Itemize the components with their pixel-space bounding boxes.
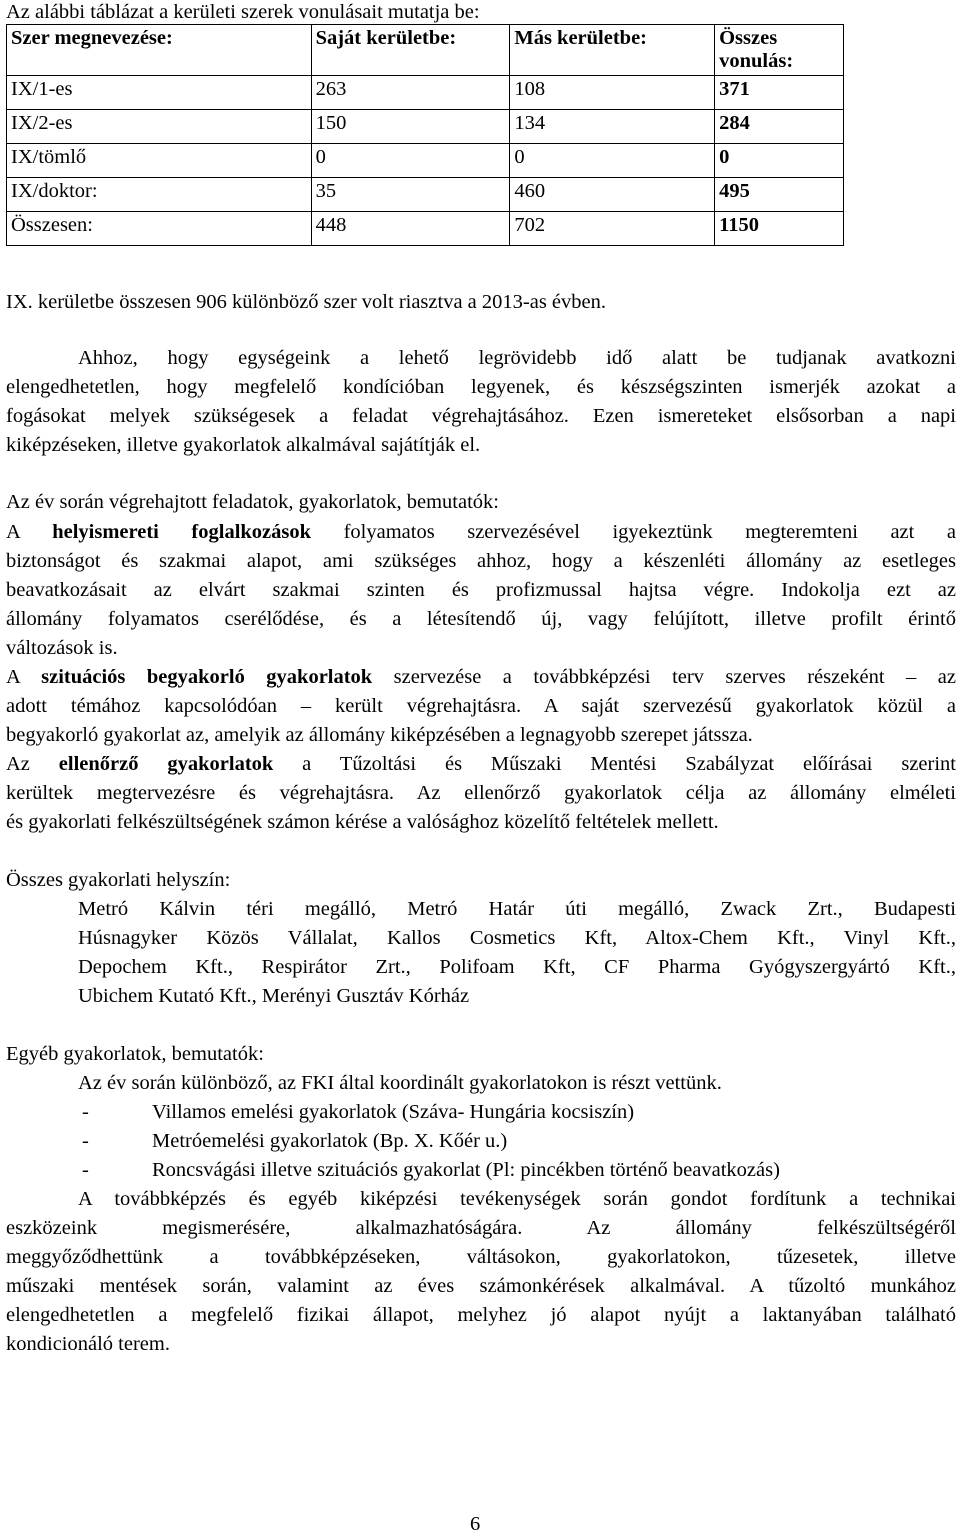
table-header-cell: Összes vonulás: xyxy=(715,25,844,76)
locations-line: Metró Kálvin téri megálló, Metró Határ úti megálló, Zwack Zrt., Budapesti xyxy=(78,898,956,920)
table-cell: 108 xyxy=(510,76,715,110)
para2-line: változások is. xyxy=(6,637,118,659)
locations-line: Depochem Kft., Respirátor Zrt., Polifoam Kft, CF Pharma Gyógyszergyártó Kft., xyxy=(78,956,956,978)
table-row xyxy=(7,178,844,212)
para5-line: műszaki mentések során, valamint az éves számonkérések alkalmával. A tűzoltó munkához xyxy=(6,1275,956,1297)
bold-term: szituációs begyakorló gyakorlatok xyxy=(41,666,373,688)
para3-line: begyakorló gyakorlat az, amelyik az állomány kiképzésében a legnagyobb szerepet játssza. xyxy=(6,724,753,746)
table-cell: 0 xyxy=(510,144,715,178)
text-run: folyamatos szervezésével igyekeztünk megteremteni azt a xyxy=(311,521,956,543)
table-cell: 460 xyxy=(510,178,715,212)
para1-line: Ahhoz, hogy egységeink a lehető legrövidebb idő alatt be tudjanak avatkozni xyxy=(78,347,956,369)
other-heading: Egyéb gyakorlatok, bemutatók: xyxy=(6,1043,264,1065)
table-row xyxy=(7,144,844,178)
para1-line: kiképzéseken, illetve gyakorlatok alkalmával sajátítják el. xyxy=(6,434,481,456)
para2-line: beavatkozásait az elvárt szakmai szinten és profizmussal hajtsa végre. Indokolja ezt az xyxy=(6,579,956,601)
table-cell: 35 xyxy=(311,178,510,212)
vehicle-runs-table xyxy=(6,24,844,246)
dash-bullet: - xyxy=(82,1130,89,1152)
para2-line: biztonságot és szakmai alapot, ami szükséges ahhoz, hogy a készenléti állomány az esetleges xyxy=(6,550,956,572)
table-cell: 1150 xyxy=(715,212,844,246)
para4-line xyxy=(6,750,956,779)
para5-line: kondicionáló terem. xyxy=(6,1333,170,1355)
text-run: szervezése a továbbképzési terv szerves részeként – az xyxy=(372,666,956,688)
table-cell: 284 xyxy=(715,110,844,144)
table-header-cell: Más kerületbe: xyxy=(510,25,715,76)
table-row xyxy=(7,76,844,110)
table-cell: 134 xyxy=(510,110,715,144)
other-intro: Az év során különböző, az FKI által koordinált gyakorlatokon is részt vettünk. xyxy=(78,1072,722,1094)
para5-line: eszközeink megismerésére, alkalmazhatóságára. Az állomány felkészültségéről xyxy=(6,1217,956,1239)
text-run: A xyxy=(6,521,53,543)
table-header-row xyxy=(7,25,844,76)
para5-line: meggyőződhettünk a továbbképzéseken, váltásokon, gyakorlatokon, tűzesetek, illetve xyxy=(6,1246,956,1268)
table-cell: 150 xyxy=(311,110,510,144)
table-cell: 263 xyxy=(311,76,510,110)
list-item-text: Metróemelési gyakorlatok (Bp. X. Kőér u.) xyxy=(152,1130,508,1152)
table-cell: IX/1-es xyxy=(7,76,312,110)
table-cell: 371 xyxy=(715,76,844,110)
para2-line: állomány folyamatos cserélődése, és a létesítendő új, vagy felújított, illetve profilt érintő xyxy=(6,608,956,630)
para3-line xyxy=(6,663,956,692)
text-run: A xyxy=(6,666,42,688)
para2-line xyxy=(6,518,956,547)
locations-line: Ubichem Kutató Kft., Merényi Gusztáv Kórház xyxy=(78,985,470,1007)
table-row xyxy=(7,212,844,246)
table-cell: 448 xyxy=(311,212,510,246)
table-header-cell: Szer megnevezése: xyxy=(7,25,312,76)
locations-line: Húsnagyker Közös Vállalat, Kallos Cosmetics Kft, Altox-Chem Kft., Vinyl Kft., xyxy=(78,927,956,949)
table-cell: Összesen: xyxy=(7,212,312,246)
list-item-text: Roncsvágási illetve szituációs gyakorlat (Pl: pincékben történő beavatkozás) xyxy=(152,1159,780,1181)
text-run: a Tűzoltási és Műszaki Mentési Szabályzat előírásai szerint xyxy=(273,753,956,775)
bold-term: helyismereti foglalkozások xyxy=(52,521,312,543)
bold-term: ellenőrző gyakorlatok xyxy=(58,753,274,775)
para1-line: fogásokat melyek szükségesek a feladat végrehajtásához. Ezen ismereteket elsősorban a napi xyxy=(6,405,956,427)
section-heading: Az év során végrehajtott feladatok, gyakorlatok, bemutatók: xyxy=(6,491,499,513)
dash-bullet: - xyxy=(82,1101,89,1123)
para4-line: és gyakorlati felkészültségének számon kérése a valósághoz közelítő feltételek mellett. xyxy=(6,811,719,833)
table-cell: 0 xyxy=(311,144,510,178)
dash-bullet: - xyxy=(82,1159,89,1181)
summary-text: IX. kerületbe összesen 906 különböző szer volt riasztva a 2013-as évben. xyxy=(6,291,607,313)
table-cell: IX/tömlő xyxy=(7,144,312,178)
para5-line: elengedhetetlen a megfelelő fizikai állapot, melyhez jó alapot nyújt a laktanyában található xyxy=(6,1304,956,1326)
table-cell: 495 xyxy=(715,178,844,212)
table-cell: 0 xyxy=(715,144,844,178)
table-cell: IX/2-es xyxy=(7,110,312,144)
list-item-text: Villamos emelési gyakorlatok (Száva- Hungária kocsiszín) xyxy=(152,1101,635,1123)
locations-heading: Összes gyakorlati helyszín: xyxy=(6,869,231,891)
text-run: Az xyxy=(6,753,59,775)
para5-line: A továbbképzés és egyéb kiképzési tevékenységek során gondot fordítunk a technikai xyxy=(78,1188,956,1210)
para1-line: elengedhetetlen, hogy megfelelő kondícióban legyenek, és készségszinten ismerjék azokat a xyxy=(6,376,956,398)
table-header-cell: Saját kerületbe: xyxy=(311,25,510,76)
table-cell: IX/doktor: xyxy=(7,178,312,212)
table-cell: 702 xyxy=(510,212,715,246)
page-number: 6 xyxy=(470,1513,481,1535)
table-row xyxy=(7,110,844,144)
para3-line: adott témához kapcsolódóan – került végrehajtásra. A saját szervezésű gyakorlatok közül a xyxy=(6,695,956,717)
para4-line: kerültek megtervezésre és végrehajtásra. Az ellenőrző gyakorlatok célja az állomány elméleti xyxy=(6,782,956,804)
intro-text: Az alábbi táblázat a kerületi szerek vonulásait mutatja be: xyxy=(6,1,480,23)
